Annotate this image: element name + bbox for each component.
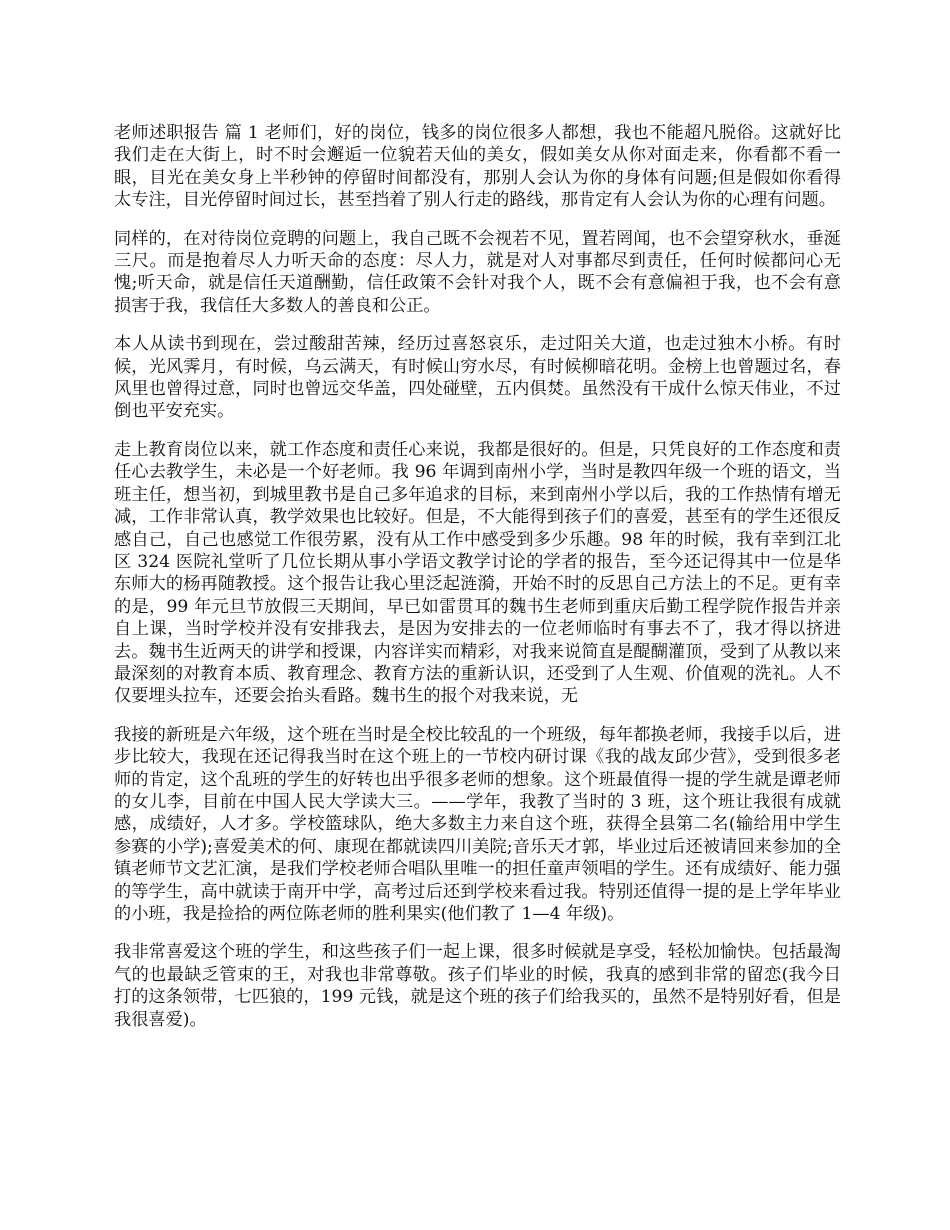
paragraph: 走上教育岗位以来，就工作态度和责任心来说，我都是很好的。但是，只凭良好的工作态度和责任心去教学生，未必是一个好老师。我 96 年调到南州小学，当时是教四年级一个班的语文，当班主任，想当初，到城里教书是自己多年追求的目标，来到南州小学以后，我的工作热情有增无减，工作非常认真，教学效果也比较好。但是，不大能得到孩子们的喜爱，甚至有的学生还很反感自己，自己也感觉工作很劳累，没有从工作中感受到多少乐趣。98 年的时候，我有幸到江北区 324 医院礼堂听了几位长期从事小学语文教学讨论的学者的报告，至今还记得其中一位是华东师大的杨再随教授。这个报告让我心里泛起涟漪，开始不时的反思自己方法上的不足。更有幸的是，99 年元旦节放假三天期间，早已如雷贯耳的魏书生老师到重庆后勤工程学院作报告并亲自上课，当时学校并没有安排我去，是因为安排去的一位老师临时有事去不了，我才得以挤进去。魏书生近两天的讲学和授课，内容详实而精彩，对我来说简直是醍醐灌顶，受到了从教以来最深刻的对教育本质、教育理念、教育方法的重新认识，还受到了人生观、价值观的洗礼。人不仅要埋头拉车，还要会抬头看路。魏书生的报个对我来说，无 — [114, 439, 841, 707]
paragraph: 老师述职报告 篇 1 老师们，好的岗位，钱多的岗位很多人都想，我也不能超凡脱俗。这就好比我们走在大街上，时不时会邂逅一位貌若天仙的美女，假如美女从你对面走来，你看都不看一眼，目光在美女身上半秒钟的停留时间都没有，那别人会认为你的身体有问题;但是假如你看得太专注，目光停留时间过长，甚至挡着了别人行走的路线，那肯定有人会认为你的心理有问题。 — [114, 123, 841, 211]
document-body — [114, 122, 841, 1047]
paragraph: 我接的新班是六年级，这个班在当时是全校比较乱的一个班级，每年都换老师，我接手以后，进步比较大，我现在还记得我当时在这个班上的一节校内研讨课《我的战友邱少营》，受到很多老师的肯定，这个乱班的学生的好转也出乎很多老师的想象。这个班最值得一提的学生就是谭老师的女儿李，目前在中国人民大学读大三。——学年，我教了当时的 3 班，这个班让我很有成就感，成绩好，人才多。学校篮球队，绝大多数主力来自这个班，获得全县第二名(输给用中学生参赛的小学);喜爱美术的何、康现在都就读四川美院;音乐天才郭，毕业过后还被请回来参加的全镇老师节文艺汇演，是我们学校老师合唱队里唯一的担任童声领唱的学生。还有成绩好、能力强的等学生，高中就读于南开中学，高考过后还到学校来看过我。特别还值得一提的是上学年毕业的小班，我是捡拾的两位陈老师的胜利果实(他们教了 1—4 年级)。 — [114, 724, 841, 924]
paragraph: 本人从读书到现在，尝过酸甜苦辣，经历过喜怒哀乐，走过阳关大道，也走过独木小桥。有时候，光风霁月，有时候，乌云满天，有时候山穷水尽，有时候柳暗花明。金榜上也曾题过名，春风里也曾得过意，同时也曾远交华盖，四处碰壁，五内俱焚。虽然没有干成什么惊天伟业，不过倒也平安充实。 — [114, 334, 841, 422]
paragraph: 同样的，在对待岗位竞聘的问题上，我自己既不会视若不见，置若罔闻，也不会望穿秋水，垂涎三尺。而是抱着尽人力听天命的态度：尽人力，就是对人对事都尽到责任，任何时候都问心无愧;听天命，就是信任天道酬勤，信任政策不会针对我个人，既不会有意偏袒于我，也不会有意损害于我，我信任大多数人的善良和公正。 — [114, 228, 841, 316]
paragraph: 我非常喜爱这个班的学生，和这些孩子们一起上课，很多时候就是享受，轻松加愉快。包括最淘气的也最缺乏管束的王，对我也非常尊敬。孩子们毕业的时候，我真的感到非常的留恋(我今日打的这条领带，七匹狼的，199 元钱，就是这个班的孩子们给我买的，虽然不是特别好看，但是我很喜爱)。 — [114, 942, 841, 1030]
